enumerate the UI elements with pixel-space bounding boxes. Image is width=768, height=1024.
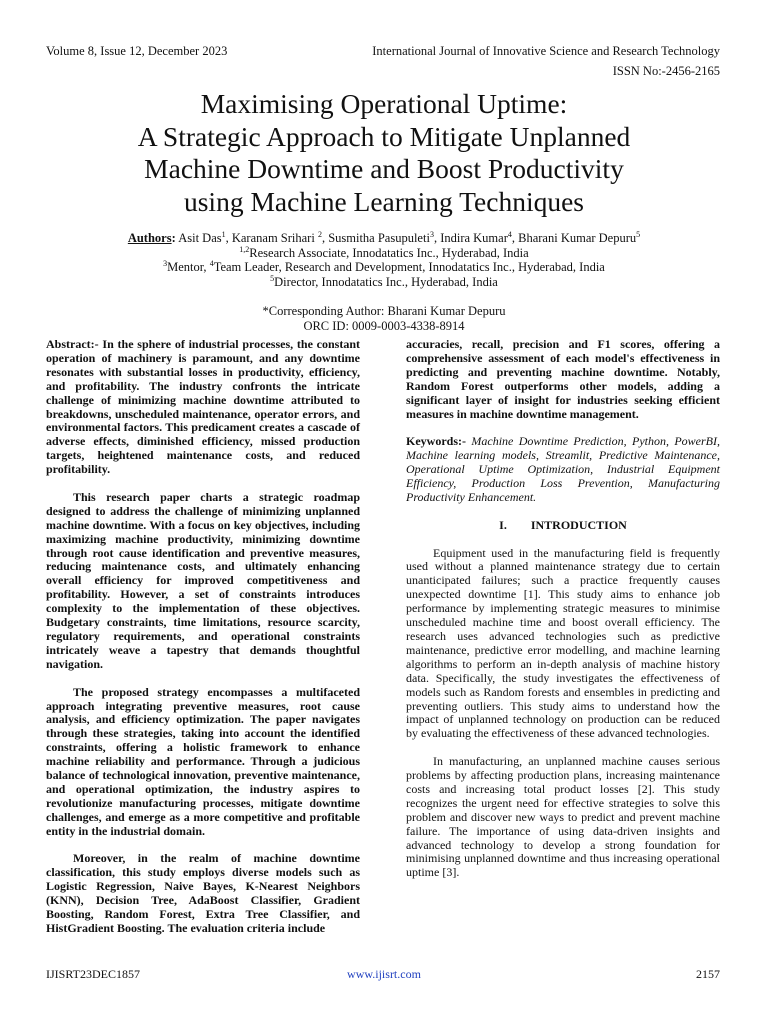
authors-label: Authors	[127, 231, 172, 245]
author-name: Indira Kumar	[440, 231, 508, 245]
affiliation: $^{1,2}$Research Associate, Innodatatics Inc., Hyderabad, India	[239, 244, 529, 260]
affiliation: $^5$Director, Innodatatics Inc., Hyderabad, India	[270, 273, 498, 289]
paper-id: IJISRT23DEC1857	[46, 967, 140, 981]
right-column	[406, 338, 720, 894]
title-line: Machine Downtime and Boost Productivity	[144, 153, 624, 184]
author-name: Karanam Srihari	[231, 231, 315, 245]
author-name: Asit Das	[178, 231, 222, 245]
section-heading: I. INTRODUCTION	[499, 517, 627, 532]
keywords: Keywords:- Machine Downtime Prediction, Python, PowerBI, Machine learning models, Streamlit, Predictive Maintenance, Operational Uptime Optimization, Industrial Equipment Efficiency, Production Loss Prevention, Manufacturing Productivity Enhancement.	[406, 434, 720, 504]
paragraph: The proposed strategy encompasses a multifaceted approach integrating preventive measures, root cause analysis, and efficiency optimization. The paper navigates through these strategies, taking into account the identified constraints, offering a holistic framework to enhance machine reliability and performance. Through a judicious balance of technological innovation, preventive maintenance, and operational optimization, the industry aspires to revolutionize manufacturing processes, mitigate downtime challenges, and emerge as a more competitive and profitable entity in the industrial domain.	[46, 684, 360, 838]
journal-name: International Journal of Innovative Science and Research Technology	[372, 44, 720, 58]
left-column	[46, 338, 360, 950]
journal-volume: Volume 8, Issue 12, December 2023	[46, 44, 228, 58]
affiliation: $^3$Mentor, $^4$Team Leader, Research and Development, Innodatatics Inc., Hyderabad, India	[163, 258, 605, 274]
author-block	[40, 231, 728, 333]
corresponding-author: *Corresponding Author: Bharani Kumar Depuru	[262, 304, 506, 318]
page-number: 2157	[696, 967, 720, 981]
abstract: Abstract:- In the sphere of industrial processes, the constant operation of machinery is paramount, and any downtime resonates with substantial losses in productivity, efficiency, and profitability. The industry confronts the intricate challenge of minimizing machine downtime attributed to breakdowns, unscheduled maintenance, operator errors, and environmental factors. This predicament creates a cascade of adverse effects, diminished efficiency, missed production targets, heightened maintenance costs, and reduced profitability.	[46, 337, 360, 477]
title-line: Maximising Operational Uptime:	[200, 88, 568, 119]
title-line: A Strategic Approach to Mitigate Unplanned	[137, 120, 631, 152]
paragraph: Equipment used in the manufacturing field is frequently used without a planned maintenance strategy due to certain unanticipated failures; such a practice frequently causes unexpected downtime [1]. This study aims to enhance job performance by implementing strategic measures to minimise unscheduled machine time and boost overall efficiency. The research uses advanced technologies such as predictive maintenance, predictive error modelling, and machine learning algorithms to perform an in-depth analysis of machine history data. Specifically, the study investigates the effectiveness of models such as Random forests and ensembles in predicting and preventing outliers. This study aims to understand how the impact of unplanned technology on production can be reduced by evaluating the effectiveness of these advanced technologies.	[406, 545, 720, 741]
orcid: ORC ID: 0009-0003-4338-8914	[303, 318, 465, 333]
author-name: Susmitha Pasupuleti	[328, 231, 430, 245]
paper-title	[40, 88, 728, 218]
paragraph: In manufacturing, an unplanned machine causes serious problems by affecting production plans, increasing maintenance costs and increasing total product losses [2]. This study recognizes the urgent need for effective strategies to solve this problem and discover new ways to predict and prevent machine failure. The importance of using data-driven insights and advanced technology to develop a strong foundation for minimising unplanned downtime and thus increasing operational uptime [3].	[406, 754, 720, 880]
author-name: Bharani Kumar Depuru	[518, 231, 637, 245]
issn: ISSN No:-2456-2165	[612, 64, 720, 78]
journal-url[interactable]: www.ijisrt.com	[347, 967, 421, 981]
paragraph: This research paper charts a strategic roadmap designed to address the challenge of minimizing unplanned machine downtime. With a focus on key objectives, including maximizing machine productivity, minimizing downtime through root cause identification and preventive measures, reducing maintenance costs, and ultimately enhancing overall efficiency for improved competitiveness and profitability. However, a set of constraints introduces complexity to the implementation of these objectives. Budgetary constraints, time limitations, resource scarcity, regulatory requirements, and operational constraints intricately weave a tapestry that demands thoughtful navigation.	[46, 489, 360, 671]
title-line: using Machine Learning Techniques	[183, 185, 585, 217]
author-line: Authors: Asit Das$^1$, Karanam Srihari $^2$, Susmitha Pasupuleti$^3$, Indira Kumar$^4$, Bharani Kumar Depuru$^5$	[127, 229, 641, 245]
abstract-continued: accuracies, recall, precision and F1 scores, offering a comprehensive assessment of each model's effectiveness in predicting and preventing machine downtime. Notably, Random Forest outperforms other models, adding a significant layer of insight for industries seeking efficient measures in machine downtime management.	[406, 337, 720, 421]
keywords-label: Keywords:-	[406, 434, 466, 449]
paragraph: Moreover, in the realm of machine downtime classification, this study employs diverse models such as Logistic Regression, Naive Bayes, K-Nearest Neighbors (KNN), Decision Tree, AdaBoost Classifier, Gradient Boosting, Random Forest, Extra Tree Classifier, and HistGradient Boosting. The evaluation criteria include	[46, 851, 360, 936]
